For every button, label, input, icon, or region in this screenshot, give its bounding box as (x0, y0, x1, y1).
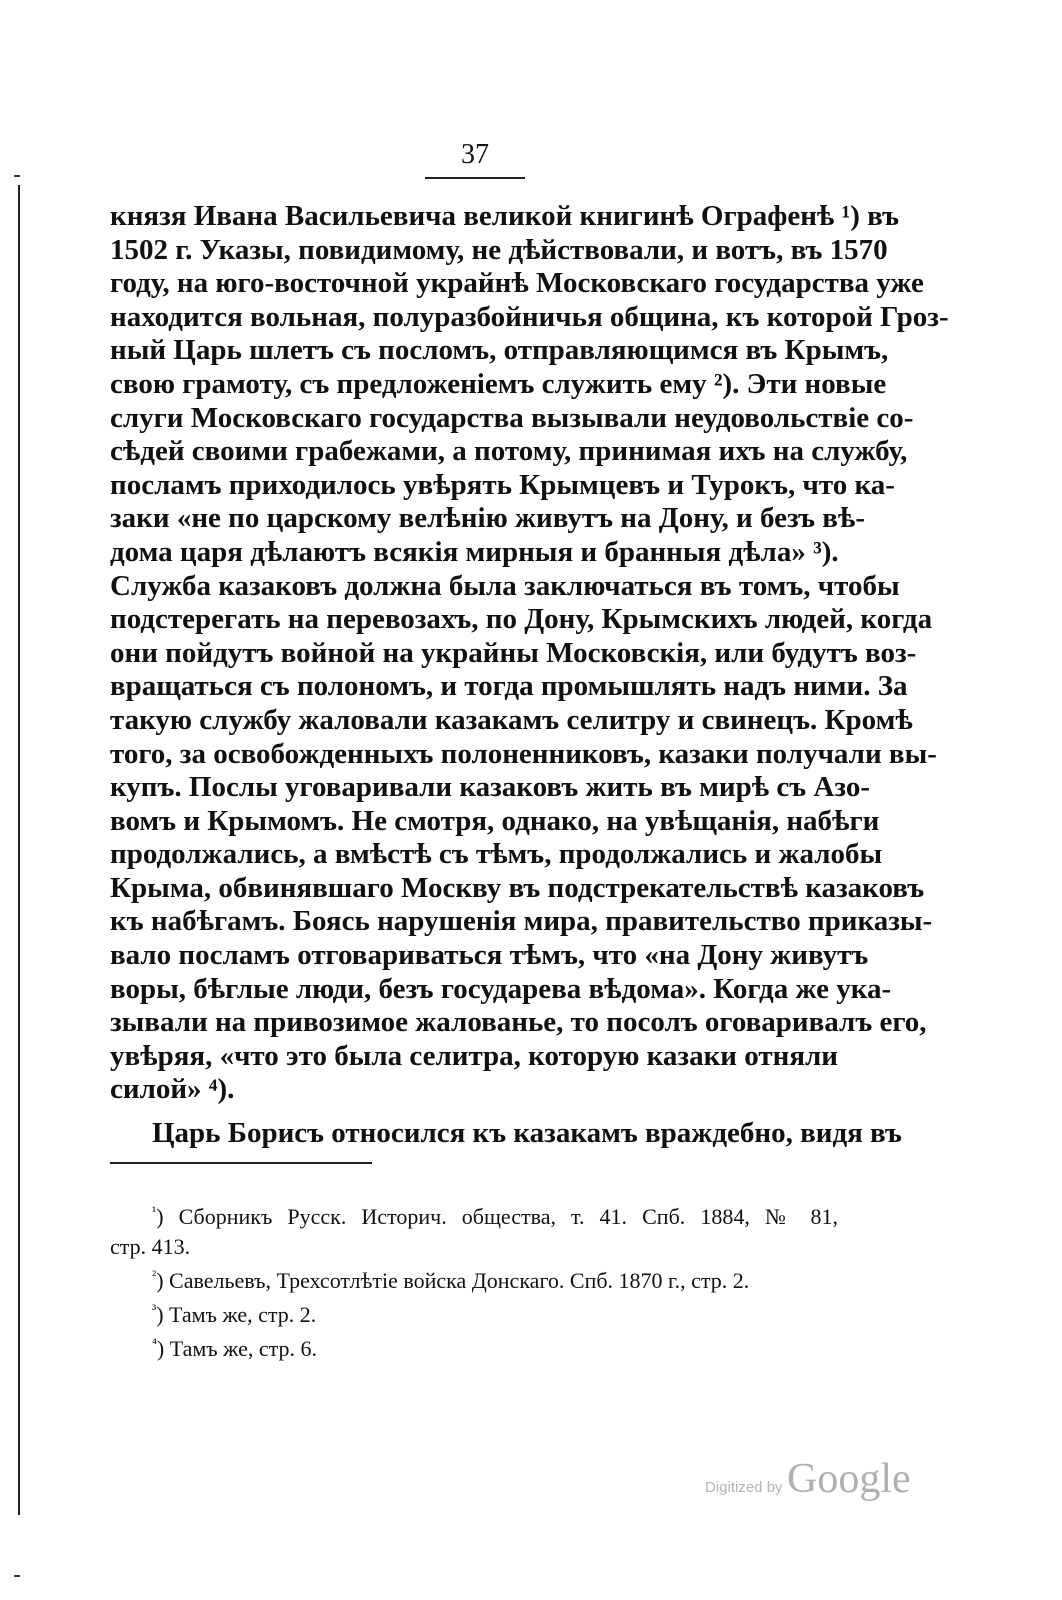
watermark-brand: Google (787, 1456, 911, 1502)
text-line: они пойдутъ войной на украйны Московскія, или будутъ воз- (110, 636, 917, 669)
text-line: къ набѣгамъ. Боясь нарушенія мира, правительство приказы- (110, 905, 933, 938)
text-line: воры, бѣглые люди, безъ государева вѣдома». Когда же ука- (110, 972, 892, 1005)
text-line: ный Царь шлетъ съ посломъ, отправляющимся въ Крымъ, (110, 334, 889, 367)
text-line: Крыма, обвинявшаго Москву въ подстрекательствѣ казаковъ (110, 871, 925, 904)
text-line: слуги Московскаго государства вызывали неудовольствіе со- (110, 401, 914, 434)
text-line: заки «не по царскому велѣнію живутъ на Дону, и безъ вѣ- (110, 502, 865, 535)
footnote-marker: ¹ (152, 1205, 157, 1220)
text-line: зывали на привозимое жалованье, то посолъ оговаривалъ его, (110, 1006, 927, 1039)
text-line: продолжались, а вмѣстѣ съ тѣмъ, продолжались и жалобы (110, 838, 883, 871)
text-line: Служба казаковъ должна была заключаться въ томъ, чтобы (110, 569, 900, 602)
text-line: подстерегать на перевозахъ, по Дону, Крымскихъ людей, когда (110, 603, 933, 636)
text-line: вало посламъ отговариваться тѣмъ, что «на Дону живутъ (110, 939, 869, 972)
text-line: находится вольная, полуразбойничья община, къ которой Гроз- (110, 300, 949, 333)
footnote-separator (110, 1162, 372, 1164)
scan-mark (14, 175, 20, 177)
text-line: купъ. Послы уговаривали казаковъ жить въ мирѣ съ Азо- (110, 771, 871, 804)
watermark-prefix: Digitized by (705, 1479, 783, 1496)
page-number-rule (425, 177, 525, 179)
footnote-2 (110, 1262, 838, 1296)
page-number: 37 (461, 139, 489, 170)
text-line: свою грамоту, съ предложеніемъ служить ему ²). Эти новые (110, 367, 887, 400)
footnote-text: ) Сборникъ Русск. Историч. общества, т. 41. Спб. 1884, № 81, (156, 1204, 838, 1229)
footnote-marker: ² (152, 1269, 157, 1284)
footnote-text: ) Тамъ же, стр. 2. (156, 1302, 317, 1327)
footnote-text: ) Савельевъ, Трехсотлѣтіе войска Донскаго. Спб. 1870 г., стр. 2. (156, 1268, 750, 1293)
text-line: сѣдей своими грабежами, а потому, принимая ихъ на службу, (110, 435, 908, 468)
text-line: посламъ приходилось увѣрять Крымцевъ и Турокъ, что ка- (110, 468, 895, 501)
footnote-1 (110, 1198, 838, 1232)
footnotes (110, 1198, 838, 1364)
text-line: году, на юго-восточной украйнѣ Московскаго государства уже (110, 267, 924, 300)
text-line: увѣряя, «что это была селитра, которую казаки отняли (110, 1039, 838, 1072)
footnote-marker: ⁴ (152, 1337, 157, 1352)
footnote-text: ) Тамъ же, стр. 6. (156, 1336, 317, 1361)
footnote-1-continued: стр. 413. (110, 1234, 191, 1259)
text-line: 1502 г. Указы, повидимому, не дѣйствовали, и вотъ, въ 1570 (110, 233, 888, 266)
digitized-watermark (705, 1455, 965, 1503)
text-line: вращаться съ полономъ, и тогда промышлять надъ ними. За (110, 670, 908, 703)
footnote-marker: ³ (152, 1303, 157, 1318)
text-line: дома царя дѣлаютъ всякія мирныя и бранныя дѣла» ³). (110, 535, 839, 568)
footnote-3 (110, 1296, 838, 1330)
body-text (110, 200, 949, 1151)
scan-mark (14, 1575, 20, 1577)
text-line-paragraph-start: Царь Борисъ относился къ казакамъ враждебно, видя въ (152, 1117, 902, 1150)
text-line-paragraph-end: силой» ⁴). (110, 1073, 235, 1106)
text-line: того, за освобожденныхъ полоненниковъ, казаки получали вы- (110, 737, 937, 770)
text-line: князя Ивана Васильевича великой книгинѣ Ографенѣ ¹) въ (110, 200, 900, 232)
text-line: вомъ и Крымомъ. Не смотря, однако, на увѣщанія, набѣги (110, 804, 880, 837)
scan-edge-line (18, 185, 20, 1515)
footnote-4 (110, 1330, 838, 1364)
text-line: такую службу жаловали казакамъ селитру и свинецъ. Кромѣ (110, 703, 913, 736)
